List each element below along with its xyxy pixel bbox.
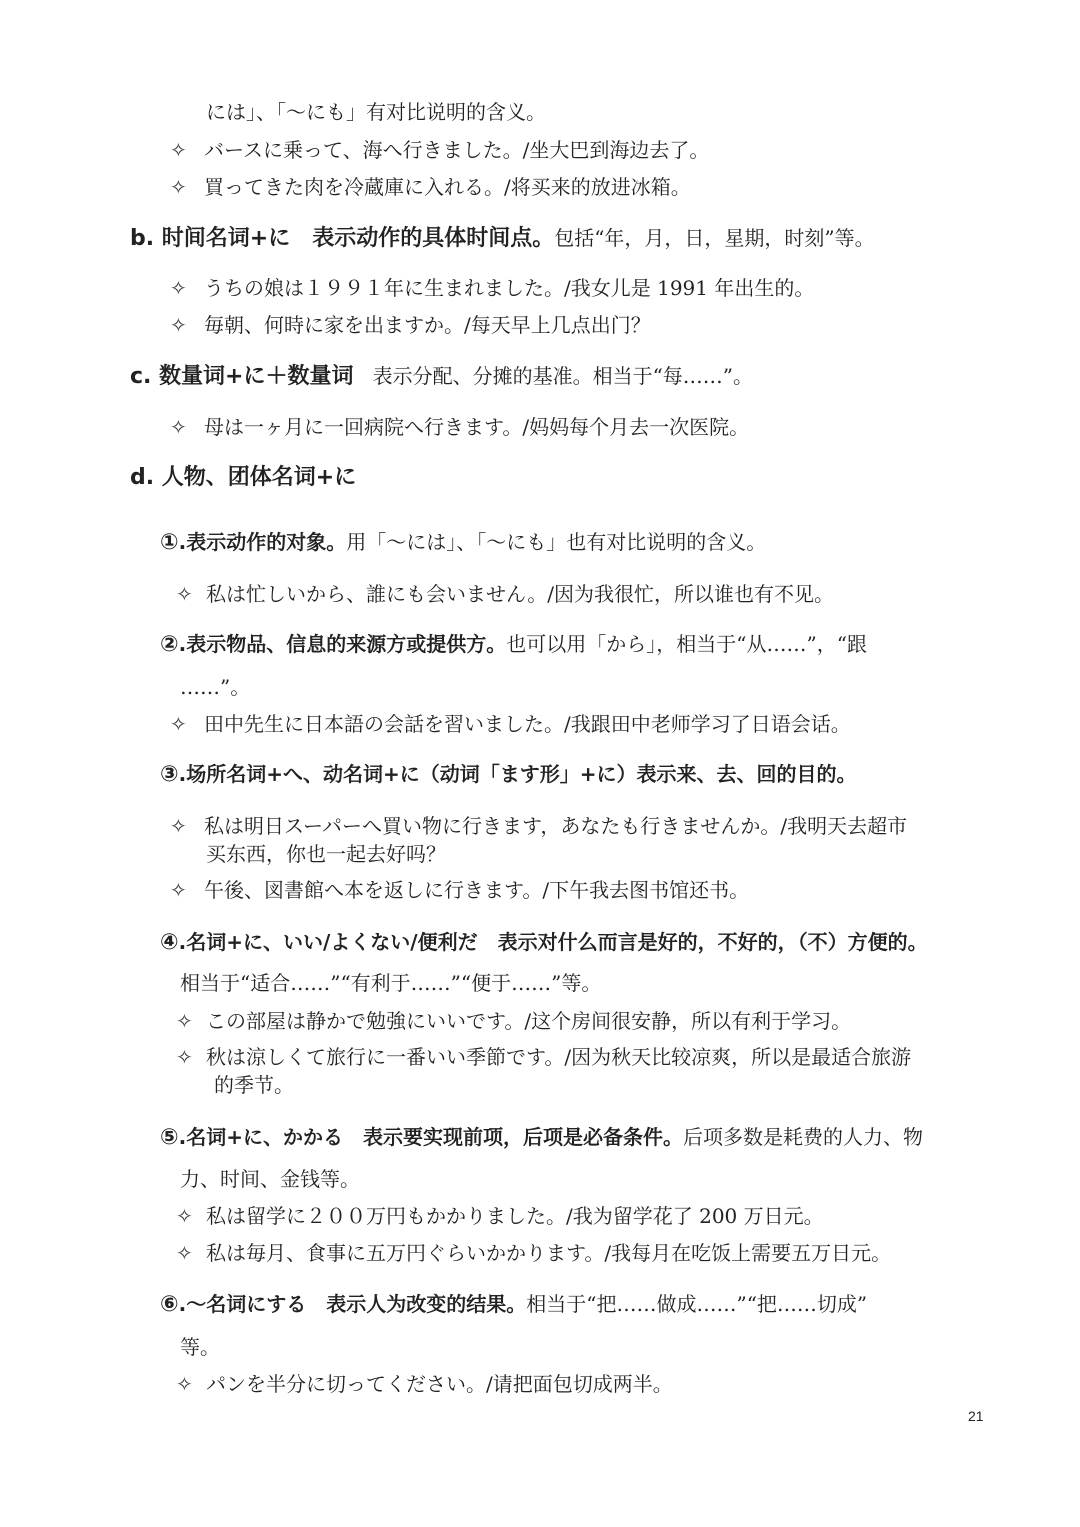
example-item: ✧ 毎朝、何時に家を出ますか。/每天早上几点出门？ xyxy=(170,313,651,337)
bullet-star-icon: ✧ xyxy=(170,313,187,337)
text-line: 等。 xyxy=(180,1335,220,1359)
subsection-heading: ⑤.名词+に、かかる 表示要实现前项，后项是必备条件。后项多数是耗费的人力、物 xyxy=(160,1125,923,1150)
subsection-heading: ①.表示动作的对象。用「～には」、「～にも」也有对比说明的含义。 xyxy=(160,530,767,555)
bullet-star-icon: ✧ xyxy=(176,1204,193,1228)
example-item: ✧ バースに乗って、海へ行きました。/坐大巴到海边去了。 xyxy=(170,138,710,162)
subsection-heading: ③.场所名词+へ、动名词+に（动词「ます形」+に）表示来、去、回的目的。 xyxy=(160,762,857,787)
subsection-heading: ②.表示物品、信息的来源方或提供方。也可以用「から」，相当于“从……”，“跟 xyxy=(160,632,867,657)
example-item: ✧ 田中先生に日本語の会話を習いました。/我跟田中老师学习了日语会话。 xyxy=(170,712,851,736)
example-item: ✧ 私は明日スーパーへ買い物に行きます，あなたも行きませんか。/我明天去超市 xyxy=(170,814,908,838)
bullet-star-icon: ✧ xyxy=(170,415,187,439)
example-item: ✧ 秋は涼しくて旅行に一番いい季節です。/因为秋天比较凉爽，所以是最适合旅游 xyxy=(176,1045,912,1069)
bullet-star-icon: ✧ xyxy=(170,175,187,199)
circled-number: ⑤ xyxy=(160,1125,179,1150)
subsection-heading: ⑥.～名词にする 表示人为改变的结果。相当于“把……做成……”“把……切成” xyxy=(160,1292,868,1317)
example-item: ✧ うちの娘は１９９１年に生まれました。/我女儿是 1991 年出生的。 xyxy=(170,276,815,300)
bullet-star-icon: ✧ xyxy=(176,582,193,606)
bullet-star-icon: ✧ xyxy=(170,712,187,736)
section-heading-c: c. 数量词+に＋数量词 表示分配、分摊的基准。相当于“每……”。 xyxy=(130,364,754,389)
text-line: 买东西，你也一起去好吗？ xyxy=(206,842,446,866)
bullet-star-icon: ✧ xyxy=(176,1045,193,1069)
bullet-star-icon: ✧ xyxy=(170,814,187,838)
circled-number: ② xyxy=(160,632,179,657)
example-item: ✧ 母は一ヶ月に一回病院へ行きます。/妈妈每个月去一次医院。 xyxy=(170,415,750,439)
circled-number: ③ xyxy=(160,762,179,787)
example-item: ✧ 私は留学に２００万円もかかりました。/我为留学花了 200 万日元。 xyxy=(176,1204,824,1228)
text-line: には」、「～にも」有对比说明的含义。 xyxy=(206,100,546,124)
example-item: ✧ 私は忙しいから、誰にも会いません。/因为我很忙，所以谁也有不见。 xyxy=(176,582,834,606)
text-line: 的季节。 xyxy=(214,1073,294,1097)
circled-number: ④ xyxy=(160,930,179,955)
subsection-heading: ④.名词+に、いい/よくない/便利だ 表示对什么而言是好的，不好的，（不）方便的。 xyxy=(160,930,928,955)
example-item: ✧ パンを半分に切ってください。/请把面包切成两半。 xyxy=(176,1372,673,1396)
example-item: ✧ 買ってきた肉を冷蔵庫に入れる。/将买来的放进冰箱。 xyxy=(170,175,691,199)
text-line: 力、时间、金钱等。 xyxy=(180,1167,360,1191)
text-line: ……”。 xyxy=(180,675,251,699)
bullet-star-icon: ✧ xyxy=(170,878,187,902)
bullet-star-icon: ✧ xyxy=(170,138,187,162)
section-heading-d: d. 人物、团体名词+に xyxy=(130,465,357,490)
text-line: 相当于“适合……”“有利于……”“便于……”等。 xyxy=(180,971,602,995)
section-heading-b: b. 时间名词+に 表示动作的具体时间点。包括“年，月，日，星期，时刻”等。 xyxy=(130,226,875,251)
bullet-star-icon: ✧ xyxy=(176,1372,193,1396)
bullet-star-icon: ✧ xyxy=(170,276,187,300)
example-item: ✧ 私は毎月、食事に五万円ぐらいかかります。/我每月在吃饭上需要五万日元。 xyxy=(176,1241,892,1265)
bullet-star-icon: ✧ xyxy=(176,1241,193,1265)
page-number: 21 xyxy=(968,1408,984,1424)
bullet-star-icon: ✧ xyxy=(176,1009,193,1033)
circled-number: ⑥ xyxy=(160,1292,179,1317)
circled-number: ① xyxy=(160,530,179,555)
example-item: ✧ 午後、図書館へ本を返しに行きます。/下午我去图书馆还书。 xyxy=(170,878,750,902)
example-item: ✧ この部屋は静かで勉強にいいです。/这个房间很安静，所以有利于学习。 xyxy=(176,1009,852,1033)
